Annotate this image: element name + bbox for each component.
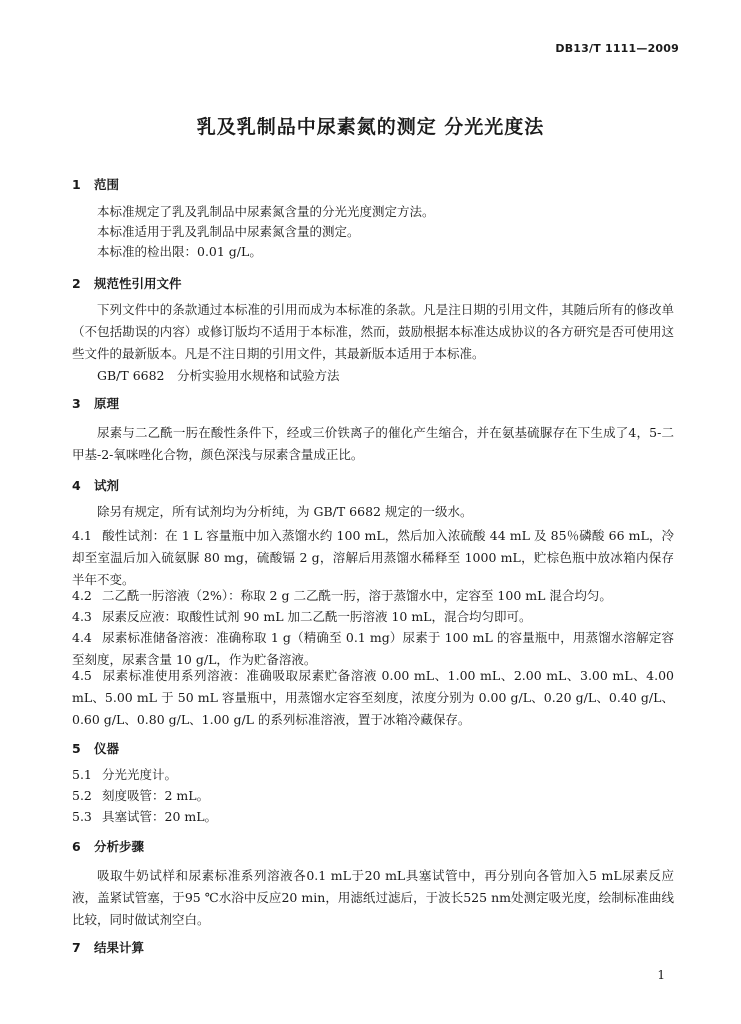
apparatus-item-5-1-number: 5.1 — [72, 767, 92, 782]
standard-code: DB13/T 1111—2009 — [555, 42, 679, 55]
section-6-number: 6 — [72, 839, 81, 854]
apparatus-item-5-2 — [72, 785, 674, 807]
section-2-heading — [72, 274, 182, 292]
section-4-heading — [72, 476, 119, 494]
scope-line-2: 本标准适用于乳及乳制品中尿素氮含量的测定。 — [97, 224, 360, 239]
normative-references-paragraph: 下列文件中的条款通过本标准的引用而成为本标准的条款。凡是注日期的引用文件，其随后所有的修改单（不包括勘误的内容）或修订版均不适用于本标准，然而，鼓励根据本标准达成协议的各方研究是否可使用这些文件的最新版本。凡是不注日期的引用文件，其最新版本适用于本标准。 — [72, 302, 674, 361]
section-5-title: 仪器 — [94, 741, 120, 756]
section-1-number: 1 — [72, 177, 81, 192]
reagent-item-4-1 — [72, 525, 674, 591]
reference-gbt6682: GB/T 6682 分析实验用水规格和试验方法 — [97, 368, 340, 383]
section-5-heading — [72, 739, 119, 757]
section-3-number: 3 — [72, 396, 81, 411]
reagents-intro: 除另有规定，所有试剂均为分析纯，为 GB/T 6682 规定的一级水。 — [97, 504, 473, 519]
reagent-item-4-4-number: 4.4 — [72, 630, 92, 645]
section-6-title: 分析步骤 — [94, 839, 145, 854]
reagent-item-4-3-number: 4.3 — [72, 609, 92, 624]
section-4-number: 4 — [72, 478, 81, 493]
section-1-title: 范围 — [94, 177, 120, 192]
section-6-heading — [72, 837, 144, 855]
apparatus-item-5-3-number: 5.3 — [72, 809, 92, 824]
section-2-title: 规范性引用文件 — [94, 276, 182, 291]
apparatus-item-5-2-number: 5.2 — [72, 788, 92, 803]
document-title: 乳及乳制品中尿素氮的测定 分光光度法 — [196, 116, 545, 138]
section-4-title: 试剂 — [94, 478, 120, 493]
section-7-heading — [72, 938, 144, 956]
principle-paragraph: 尿素与二乙酰一肟在酸性条件下，经或三价铁离子的催化产生缩合，并在氨基硫脲存在下生成了4，5-二甲基-2-氧咪唑化合物，颜色深浅与尿素含量成正比。 — [72, 425, 674, 462]
reagent-item-4-1-number: 4.1 — [72, 528, 92, 543]
reagent-item-4-4-text: 尿素标准储备溶液：准确称取 1 g（精确至 0.1 mg）尿素于 100 mL 的容量瓶中，用蒸馏水溶解定容至刻度，尿素含量 10 g/L，作为贮备溶液。 — [72, 630, 674, 667]
scope-line-3: 本标准的检出限：0.01 g/L。 — [97, 244, 262, 259]
reagent-item-4-2 — [72, 585, 674, 607]
section-3-title: 原理 — [94, 396, 120, 411]
section-2-number: 2 — [72, 276, 81, 291]
procedure-paragraph: 吸取牛奶试样和尿素标准系列溶液各0.1 mL于20 mL具塞试管中，再分别向各管加入5 mL尿素反应液，盖紧试管塞，于95 ℃水浴中反应20 min，用滤纸过滤后，于波长525 nm处测定吸光度，绘制标准曲线比较，同时做试剂空白。 — [72, 868, 674, 927]
section-3-heading — [72, 394, 119, 412]
section-7-title: 结果计算 — [94, 940, 145, 955]
scope-line-1: 本标准规定了乳及乳制品中尿素氮含量的分光光度测定方法。 — [97, 204, 435, 219]
reagent-item-4-3 — [72, 606, 674, 628]
apparatus-item-5-3-text: 具塞试管：20 mL。 — [102, 809, 218, 824]
apparatus-item-5-1-text: 分光光度计。 — [102, 767, 178, 782]
reagent-item-4-5-text: 尿素标准使用系列溶液：准确吸取尿素贮备溶液 0.00 mL、1.00 mL、2.00 mL、3.00 mL、4.00 mL、5.00 mL 于 50 mL 容量瓶中，用蒸馏水定容至刻度，浓度分别为 0.00 g/L、0.20 g/L、0.40 g/L、0.60 g/L、0.80 g/L、1.00 g/L 的系列标准溶液，置于冰箱冷藏保存。 — [72, 668, 674, 727]
apparatus-item-5-3 — [72, 806, 674, 828]
reagent-item-4-2-text: 二乙酰一肟溶液（2%）：称取 2 g 二乙酰一肟，溶于蒸馏水中，定容至 100 mL 混合均匀。 — [102, 588, 612, 603]
reagent-item-4-2-number: 4.2 — [72, 588, 92, 603]
page-number: 1 — [657, 968, 665, 982]
reagent-item-4-5-number: 4.5 — [72, 668, 92, 683]
apparatus-item-5-2-text: 刻度吸管：2 mL。 — [102, 788, 210, 803]
section-5-number: 5 — [72, 741, 81, 756]
section-7-number: 7 — [72, 940, 81, 955]
reagent-item-4-3-text: 尿素反应液：取酸性试剂 90 mL 加二乙酰一肟溶液 10 mL，混合均匀即可。 — [102, 609, 532, 624]
reagent-item-4-1-text: 酸性试剂：在 1 L 容量瓶中加入蒸馏水约 100 mL，然后加入浓硫酸 44 mL 及 85％磷酸 66 mL，冷却至室温后加入硫氨脲 80 mg，硫酸镉 2 g，溶解后用蒸馏水稀释至 1000 mL，贮棕色瓶中放冰箱内保存半年不变。 — [72, 528, 674, 587]
apparatus-item-5-1 — [72, 764, 674, 786]
section-1-heading — [72, 175, 119, 193]
reagent-item-4-5 — [72, 665, 674, 731]
